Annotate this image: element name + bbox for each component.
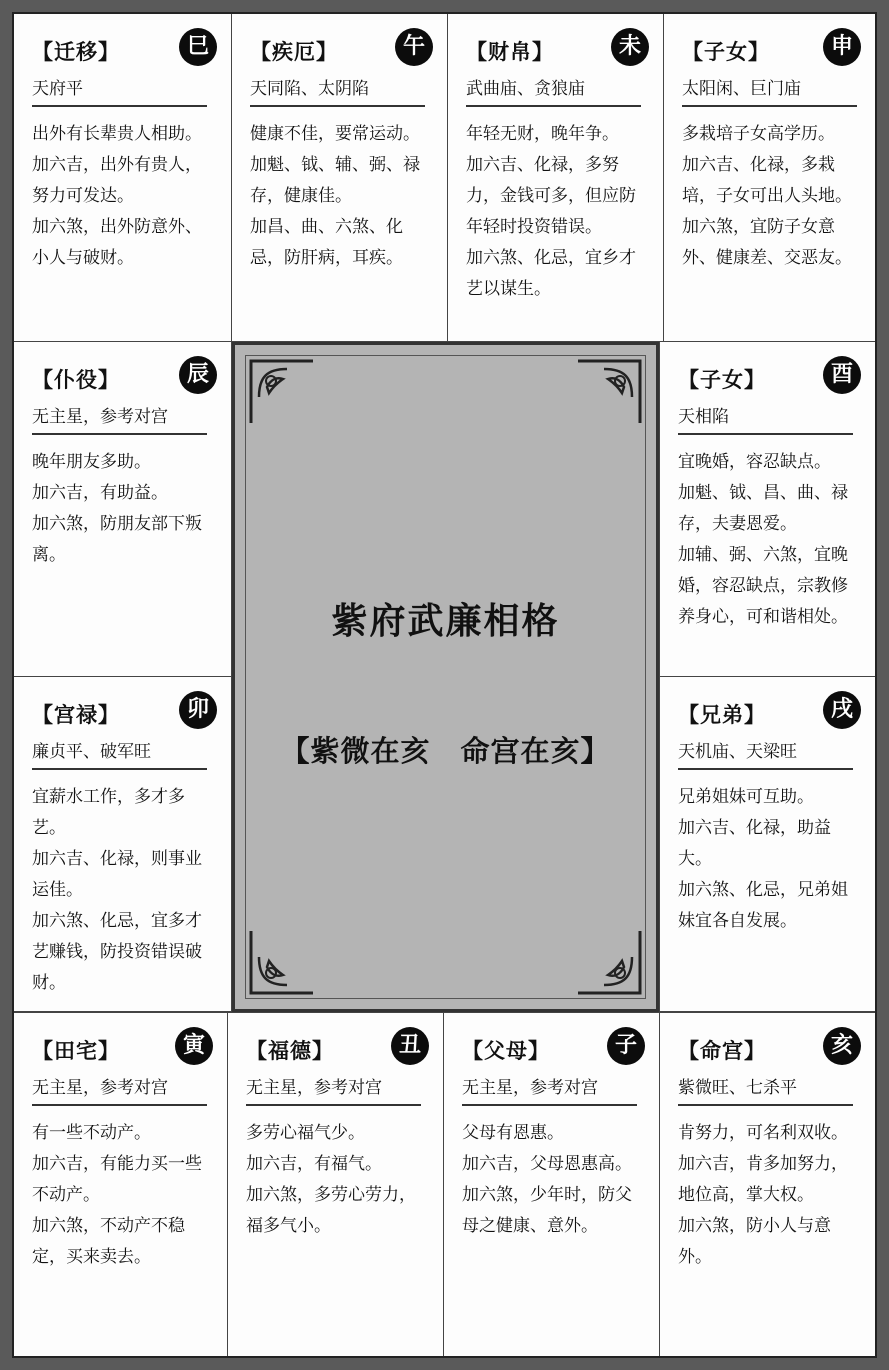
branch-badge: 午 — [395, 28, 433, 66]
desc-line: 兄弟姐妹可互助。 — [678, 787, 814, 807]
palace-title: 【宫禄】 — [32, 703, 120, 727]
star-list: 廉贞平、破军旺 — [32, 737, 207, 770]
desc-line: 多劳心福气少。 — [246, 1123, 365, 1143]
branch-badge: 卯 — [179, 691, 217, 729]
cell-wei — [448, 14, 664, 342]
palace-title: 【命宫】 — [678, 1039, 766, 1063]
description — [250, 119, 433, 274]
corner-ornament-icon — [574, 357, 644, 427]
star-list: 天府平 — [32, 74, 207, 107]
palace-title: 【子女】 — [678, 368, 766, 392]
star-list: 天机庙、天梁旺 — [678, 737, 853, 770]
desc-line: 加六煞、化忌，宜多才艺赚钱，防投资错误破财。 — [32, 911, 202, 993]
corner-ornament-icon — [574, 927, 644, 997]
desc-line: 有一些不动产。 — [32, 1123, 151, 1143]
desc-line: 加魁、钺、昌、曲、禄存，夫妻恩爱。 — [678, 483, 848, 534]
description — [678, 782, 861, 937]
description — [32, 782, 217, 999]
palace-title: 【疾厄】 — [250, 40, 338, 64]
desc-line: 加六煞，防小人与意外。 — [678, 1216, 831, 1267]
branch-badge: 申 — [823, 28, 861, 66]
star-list: 无主星，参考对宫 — [246, 1073, 421, 1106]
description — [32, 119, 217, 274]
corner-ornament-icon — [247, 357, 317, 427]
cell-you — [659, 342, 875, 677]
desc-line: 加六煞，出外防意外、小人与破财。 — [32, 217, 202, 268]
desc-line: 加六吉，有助益。 — [32, 483, 168, 503]
desc-line: 肯努力，可名利双收。 — [678, 1123, 848, 1143]
branch-badge: 酉 — [823, 356, 861, 394]
cell-chou — [228, 1012, 444, 1356]
desc-line: 加六煞，宜防子女意外、健康差、交恶友。 — [682, 217, 852, 268]
description — [682, 119, 861, 274]
branch-badge: 巳 — [179, 28, 217, 66]
desc-line: 宜薪水工作，多才多艺。 — [32, 787, 185, 838]
cell-hai — [660, 1012, 875, 1356]
desc-line: 多栽培子女高学历。 — [682, 124, 835, 144]
desc-line: 健康不佳，要常运动。 — [250, 124, 420, 144]
palace-title: 【仆役】 — [32, 368, 120, 392]
palace-title: 【田宅】 — [32, 1039, 120, 1063]
corner-ornament-icon — [247, 927, 317, 997]
palace-title: 【福德】 — [246, 1039, 334, 1063]
desc-line: 加六吉，有福气。 — [246, 1154, 382, 1174]
description — [462, 1118, 645, 1242]
star-list: 无主星，参考对宫 — [462, 1073, 637, 1106]
desc-line: 加六吉、化禄，多努力，金钱可多，但应防年轻时投资错误。 — [466, 155, 636, 237]
desc-line: 加六煞、化忌，兄弟姐妹宜各自发展。 — [678, 880, 848, 931]
cell-wu — [232, 14, 448, 342]
branch-badge: 未 — [611, 28, 649, 66]
desc-line: 加六煞，不动产不稳定，买来卖去。 — [32, 1216, 185, 1267]
desc-line: 年轻无财，晚年争。 — [466, 124, 619, 144]
branch-badge: 丑 — [391, 1027, 429, 1065]
star-list: 无主星，参考对宫 — [32, 402, 207, 435]
palace-title: 【迁移】 — [32, 40, 120, 64]
desc-line: 加六吉，肯多加努力，地位高，掌大权。 — [678, 1154, 848, 1205]
desc-line: 父母有恩惠。 — [462, 1123, 564, 1143]
palace-title: 【兄弟】 — [678, 703, 766, 727]
description — [32, 447, 217, 571]
description — [32, 1118, 213, 1273]
palace-title: 【财帛】 — [466, 40, 554, 64]
chart-board — [12, 12, 877, 1358]
palace-title: 【父母】 — [462, 1039, 550, 1063]
cell-shen — [664, 14, 875, 342]
palace-title: 【子女】 — [682, 40, 770, 64]
chart-subtitle: 【紫微在亥 命宫在亥】 — [280, 734, 611, 768]
branch-badge: 子 — [607, 1027, 645, 1065]
description — [466, 119, 649, 305]
chart-title: 紫府武廉相格 — [331, 600, 560, 642]
desc-line: 加六吉，父母恩惠高。 — [462, 1154, 632, 1174]
cell-xu — [659, 677, 875, 1012]
desc-line: 加六吉，有能力买一些不动产。 — [32, 1154, 202, 1205]
desc-line: 加六煞、化忌，宜乡才艺以谋生。 — [466, 248, 636, 299]
desc-line: 加六吉、化禄，则事业运佳。 — [32, 849, 202, 900]
desc-line: 出外有长辈贵人相助。 — [32, 124, 202, 144]
desc-line: 加六吉、化禄，助益大。 — [678, 818, 831, 869]
branch-badge: 寅 — [175, 1027, 213, 1065]
desc-line: 加六煞，多劳心劳力，福多气小。 — [246, 1185, 416, 1236]
star-list: 武曲庙、贪狼庙 — [466, 74, 641, 107]
cell-mao — [14, 677, 232, 1012]
desc-line: 加六吉、化禄，多栽培，子女可出人头地。 — [682, 155, 852, 206]
description — [678, 1118, 861, 1273]
desc-line: 加魁、钺、辅、弼、禄存，健康佳。 — [250, 155, 420, 206]
desc-line: 加昌、曲、六煞、化忌，防肝病，耳疾。 — [250, 217, 403, 268]
star-list: 太阳闲、巨门庙 — [682, 74, 857, 107]
description — [678, 447, 861, 633]
cell-chen — [14, 342, 232, 677]
desc-line: 宜晚婚，容忍缺点。 — [678, 452, 831, 472]
cell-yin — [14, 1012, 228, 1356]
desc-line: 晚年朋友多助。 — [32, 452, 151, 472]
desc-line: 加六吉，出外有贵人，努力可发达。 — [32, 155, 202, 206]
desc-line: 加六煞，防朋友部下叛离。 — [32, 514, 202, 565]
cell-zi — [444, 1012, 660, 1356]
cell-si — [14, 14, 232, 342]
branch-badge: 亥 — [823, 1027, 861, 1065]
center-panel — [232, 342, 659, 1012]
desc-line: 加辅、弼、六煞，宜晚婚，容忍缺点，宗教修养身心，可和谐相处。 — [678, 545, 848, 627]
branch-badge: 辰 — [179, 356, 217, 394]
star-list: 天同陷、太阴陷 — [250, 74, 425, 107]
desc-line: 加六煞，少年时，防父母之健康、意外。 — [462, 1185, 632, 1236]
center-frame — [245, 355, 646, 999]
description — [246, 1118, 429, 1242]
star-list: 紫微旺、七杀平 — [678, 1073, 853, 1106]
star-list: 无主星，参考对宫 — [32, 1073, 207, 1106]
star-list: 天相陷 — [678, 402, 853, 435]
branch-badge: 戌 — [823, 691, 861, 729]
